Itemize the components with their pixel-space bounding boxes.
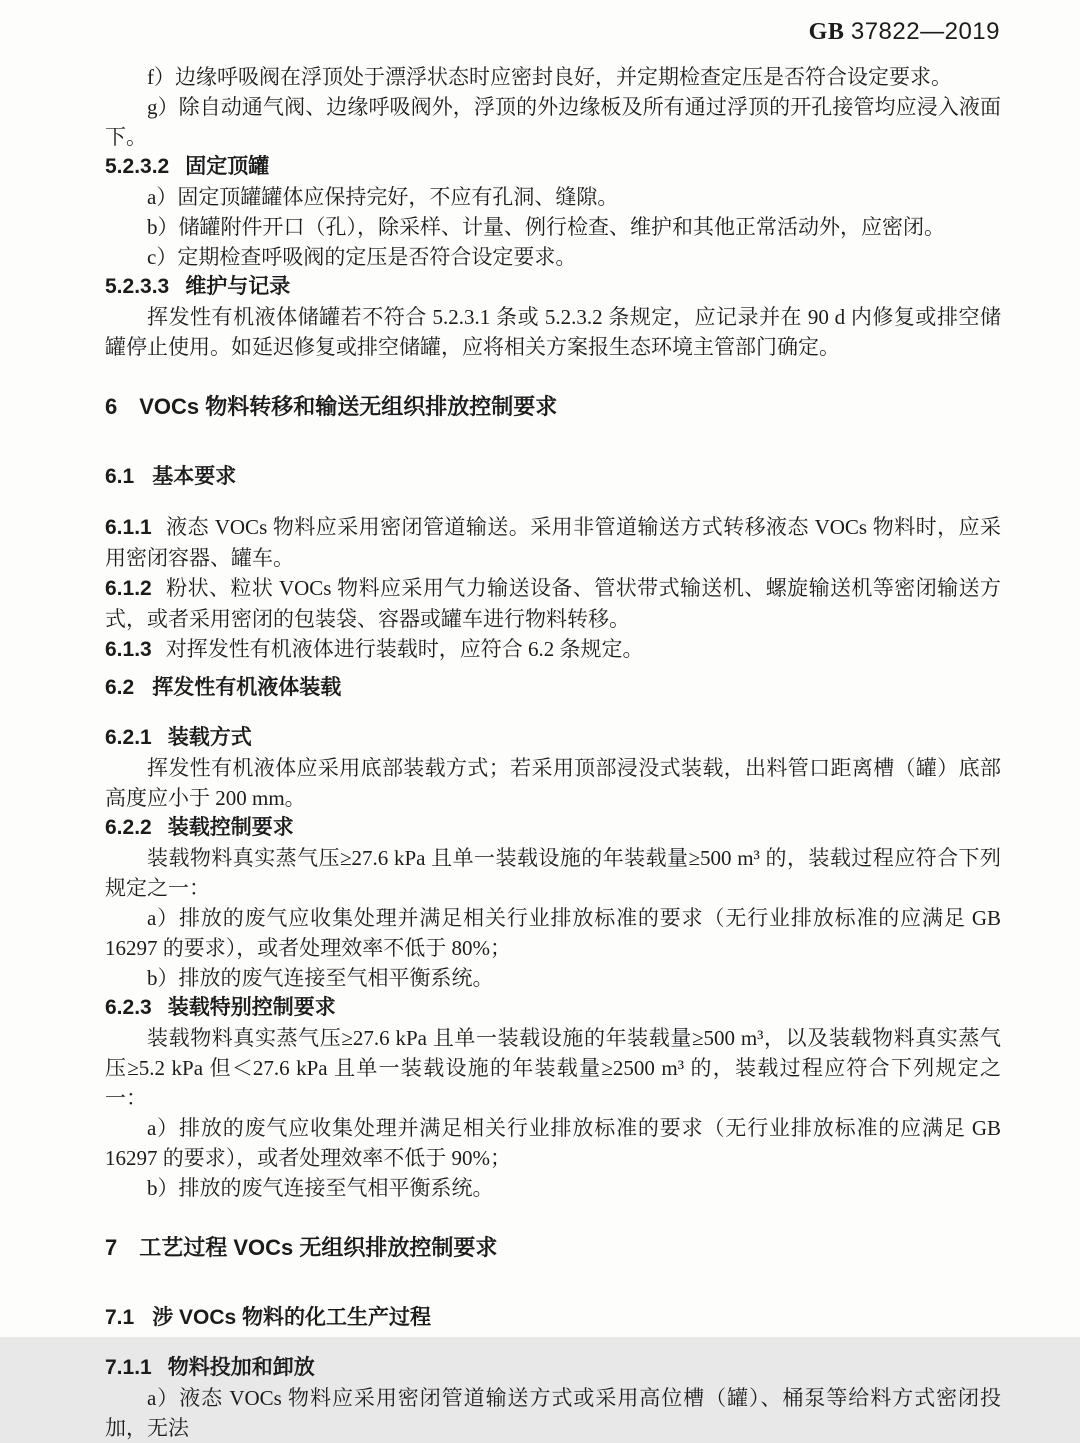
clause-number: 6.1.3 (105, 638, 152, 661)
clause-number: 7.1.1 (105, 1356, 152, 1379)
list-item: c）定期检查呼吸阀的定压是否符合设定要求。 (147, 245, 577, 269)
document-content (105, 62, 1001, 1443)
list-item: f）边缘呼吸阀在浮顶处于漂浮状态时应密封良好，并定期检查定压是否符合设定要求。 (147, 65, 952, 89)
clause-text: 对挥发性有机液体进行装载时，应符合 6.2 条规定。 (165, 637, 644, 661)
numbered-paragraph (105, 634, 1001, 665)
paragraph: 装载物料真实蒸气压≥27.6 kPa 且单一装载设施的年装载量≥500 m³ 的，装载过程应符合下列规定之一： (105, 846, 1001, 900)
clause-heading (105, 813, 1001, 843)
clause-number: 6.2.3 (105, 996, 152, 1019)
clause-number: 6.1 (105, 465, 135, 488)
list-item: a）排放的废气应收集处理并满足相关行业排放标准的要求（无行业排放标准的应满足 GB 16297 的要求），或者处理效率不低于 90%； (105, 1116, 1001, 1170)
list-item: b）排放的废气连接至气相平衡系统。 (147, 966, 494, 990)
clause-text: 固定顶罐 (185, 155, 270, 178)
chapter-heading (105, 1231, 1001, 1265)
clause-number: 6.1.1 (105, 516, 152, 539)
clause-text: 挥发性有机液体装载 (152, 676, 342, 699)
chapter-heading (105, 390, 1001, 424)
list-item: b）储罐附件开口（孔），除采样、计量、例行检查、维护和其他正常活动外，应密闭。 (147, 215, 945, 239)
list-item: a）固定顶罐罐体应保持完好，不应有孔洞、缝隙。 (147, 185, 619, 209)
clause-text: 液态 VOCs 物料应采用密闭管道输送。采用非管道输送方式转移液态 VOCs 物料时，应采用密闭容器、罐车。 (105, 515, 1001, 570)
list-item: b）排放的废气连接至气相平衡系统。 (147, 1176, 494, 1200)
clause-text: 装载特别控制要求 (167, 996, 336, 1019)
clause-text: 涉 VOCs 物料的化工生产过程 (152, 1306, 432, 1329)
clause-number: 6.1.2 (105, 577, 152, 600)
section-heading (105, 673, 1001, 703)
clause-text: 粉状、粒状 VOCs 物料应采用气力输送设备、管状带式输送机、螺旋输送机等密闭输送方式，或者采用密闭的包装袋、容器或罐车进行物料转移。 (105, 576, 1001, 631)
list-item: g）除自动通气阀、边缘呼吸阀外，浮顶的外边缘板及所有通过浮顶的开孔接管均应浸入液面下。 (105, 95, 1001, 149)
clause-number: 7.1 (105, 1306, 135, 1329)
page-header (809, 18, 1000, 46)
clause-number: 6.2.1 (105, 726, 152, 749)
clause-text: 物料投加和卸放 (167, 1356, 315, 1379)
standard-number: 37822—2019 (850, 18, 1000, 45)
clause-number: 6.2.2 (105, 816, 152, 839)
paragraph: 挥发性有机液体储罐若不符合 5.2.3.1 条或 5.2.3.2 条规定，应记录并在 90 d 内修复或排空储罐停止使用。如延迟修复或排空储罐，应将相关方案报生态环境主管部门确定。 (105, 305, 1001, 359)
clause-heading (105, 272, 1001, 302)
clause-number: 6 (105, 394, 118, 419)
paragraph: 挥发性有机液体应采用底部装载方式；若采用顶部浸没式装载，出料管口距离槽（罐）底部高度应小于 200 mm。 (105, 756, 1001, 810)
paragraph: 装载物料真实蒸气压≥27.6 kPa 且单一装载设施的年装载量≥500 m³，以及装载物料真实蒸气压≥5.2 kPa 但＜27.6 kPa 且单一装载设施的年装载量≥2500 m³ 的，装载过程应符合下列规定之一： (105, 1026, 1001, 1110)
clause-number: 6.2 (105, 676, 135, 699)
clause-text: 装载方式 (167, 726, 252, 749)
clause-text: VOCs 物料转移和输送无组织排放控制要求 (139, 394, 558, 419)
clause-text: 基本要求 (152, 465, 237, 488)
section-heading (105, 1303, 1001, 1333)
clause-heading (105, 993, 1001, 1023)
clipped-paragraph: a）液态 VOCs 物料应采用密闭管道输送方式或采用高位槽（罐）、桶泵等给料方式密闭投加，无法 (105, 1386, 1001, 1440)
list-item: a）排放的废气应收集处理并满足相关行业排放标准的要求（无行业排放标准的应满足 GB 16297 的要求），或者处理效率不低于 80%； (105, 906, 1001, 960)
clause-number: 5.2.3.3 (105, 275, 170, 298)
clause-text: 工艺过程 VOCs 无组织排放控制要求 (139, 1235, 498, 1260)
clause-text: 维护与记录 (185, 275, 291, 298)
numbered-paragraph (105, 512, 1001, 573)
standard-prefix: GB (808, 19, 851, 45)
clause-number: 5.2.3.2 (105, 155, 170, 178)
clause-heading (105, 152, 1001, 182)
clause-number: 7 (105, 1235, 118, 1260)
clause-heading (105, 1353, 1001, 1383)
section-heading (105, 462, 1001, 492)
numbered-paragraph (105, 573, 1001, 634)
clause-text: 装载控制要求 (167, 816, 294, 839)
clause-heading (105, 723, 1001, 753)
